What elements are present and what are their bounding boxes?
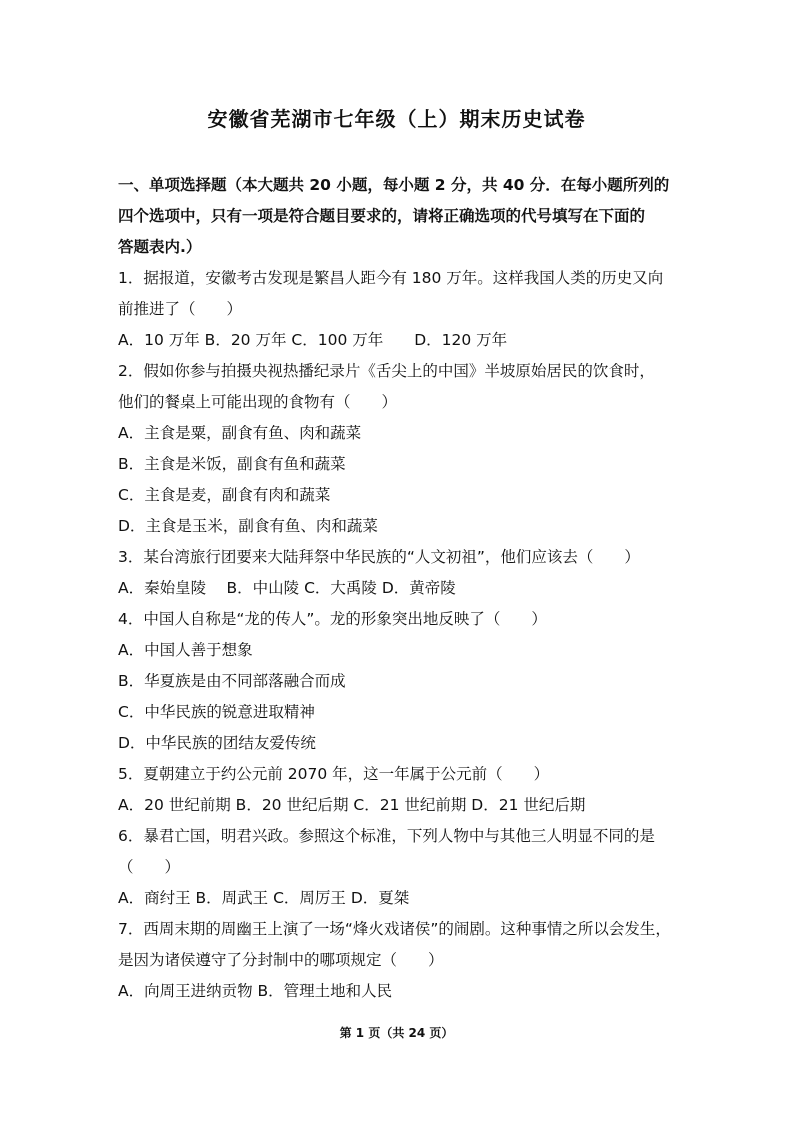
section-heading-line-1: 一、单项选择题（本大题共 20 小题，每小题 2 分，共 40 分．在每小题所列的 xyxy=(118,176,670,194)
question-6-line-2: （ ） xyxy=(118,858,181,876)
question-6-line-1: 6．暴君亡国，明君兴政。参照这个标准，下列人物中与其他三人明显不同的是 xyxy=(118,827,655,845)
question-7-options: A．向周王进纳贡物 B．管理土地和人民 xyxy=(118,982,393,1000)
question-2-line-2: 他们的餐桌上可能出现的食物有（ ） xyxy=(118,393,398,411)
exam-body xyxy=(118,170,678,1007)
section-heading-line-3: 答题表内.） xyxy=(118,238,202,256)
question-7-line-1: 7．西周末期的周幽王上演了一场“烽火戏诸侯”的闹剧。这种事情之所以会发生， xyxy=(118,920,671,938)
question-2-option-d: D．主食是玉米，副食有鱼、肉和蔬菜 xyxy=(118,517,378,535)
section-heading-line-2: 四个选项中，只有一项是符合题目要求的，请将正确选项的代号填写在下面的 xyxy=(118,207,646,225)
question-1-line-2: 前推进了（ ） xyxy=(118,300,243,318)
question-2-option-b: B．主食是米饭，副食有鱼和蔬菜 xyxy=(118,455,346,473)
question-4-option-b: B．华夏族是由不同部落融合而成 xyxy=(118,672,346,690)
question-2-option-a: A．主食是粟，副食有鱼、肉和蔬菜 xyxy=(118,424,362,442)
question-1-line-1: 1．据报道，安徽考古发现是繁昌人距今有 180 万年。这样我国人类的历史又向 xyxy=(118,269,664,287)
question-2-option-c: C．主食是麦，副食有肉和蔬菜 xyxy=(118,486,331,504)
page-footer: 第 1 页（共 24 页） xyxy=(339,1026,454,1040)
question-2-line-1: 2．假如你参与拍摄央视热播纪录片《舌尖上的中国》半坡原始居民的饮食时， xyxy=(118,362,655,380)
question-7-line-2: 是因为诸侯遵守了分封制中的哪项规定（ ） xyxy=(118,951,444,969)
question-3-line: 3．某台湾旅行团要来大陆拜祭中华民族的“人文初祖”，他们应该去（ ） xyxy=(118,548,640,566)
question-1-options: A．10 万年 B．20 万年 C．100 万年 D．120 万年 xyxy=(118,331,508,349)
question-4-line: 4．中国人自称是“龙的传人”。龙的形象突出地反映了（ ） xyxy=(118,610,547,628)
question-4-option-a: A．中国人善于想象 xyxy=(118,641,253,659)
question-4-option-c: C．中华民族的锐意进取精神 xyxy=(118,703,315,721)
question-5-line: 5．夏朝建立于约公元前 2070 年，这一年属于公元前（ ） xyxy=(118,765,550,783)
question-4-option-d: D．中华民族的团结友爱传统 xyxy=(118,734,316,752)
question-6-options: A．商纣王 B．周武王 C．周厉王 D．夏桀 xyxy=(118,889,410,907)
page-title: 安徽省芜湖市七年级（上）期末历史试卷 xyxy=(207,107,586,131)
question-3-options: A．秦始皇陵 B．中山陵 C．大禹陵 D．黄帝陵 xyxy=(118,579,456,597)
question-5-options: A．20 世纪前期 B．20 世纪后期 C．21 世纪前期 D．21 世纪后期 xyxy=(118,796,586,814)
